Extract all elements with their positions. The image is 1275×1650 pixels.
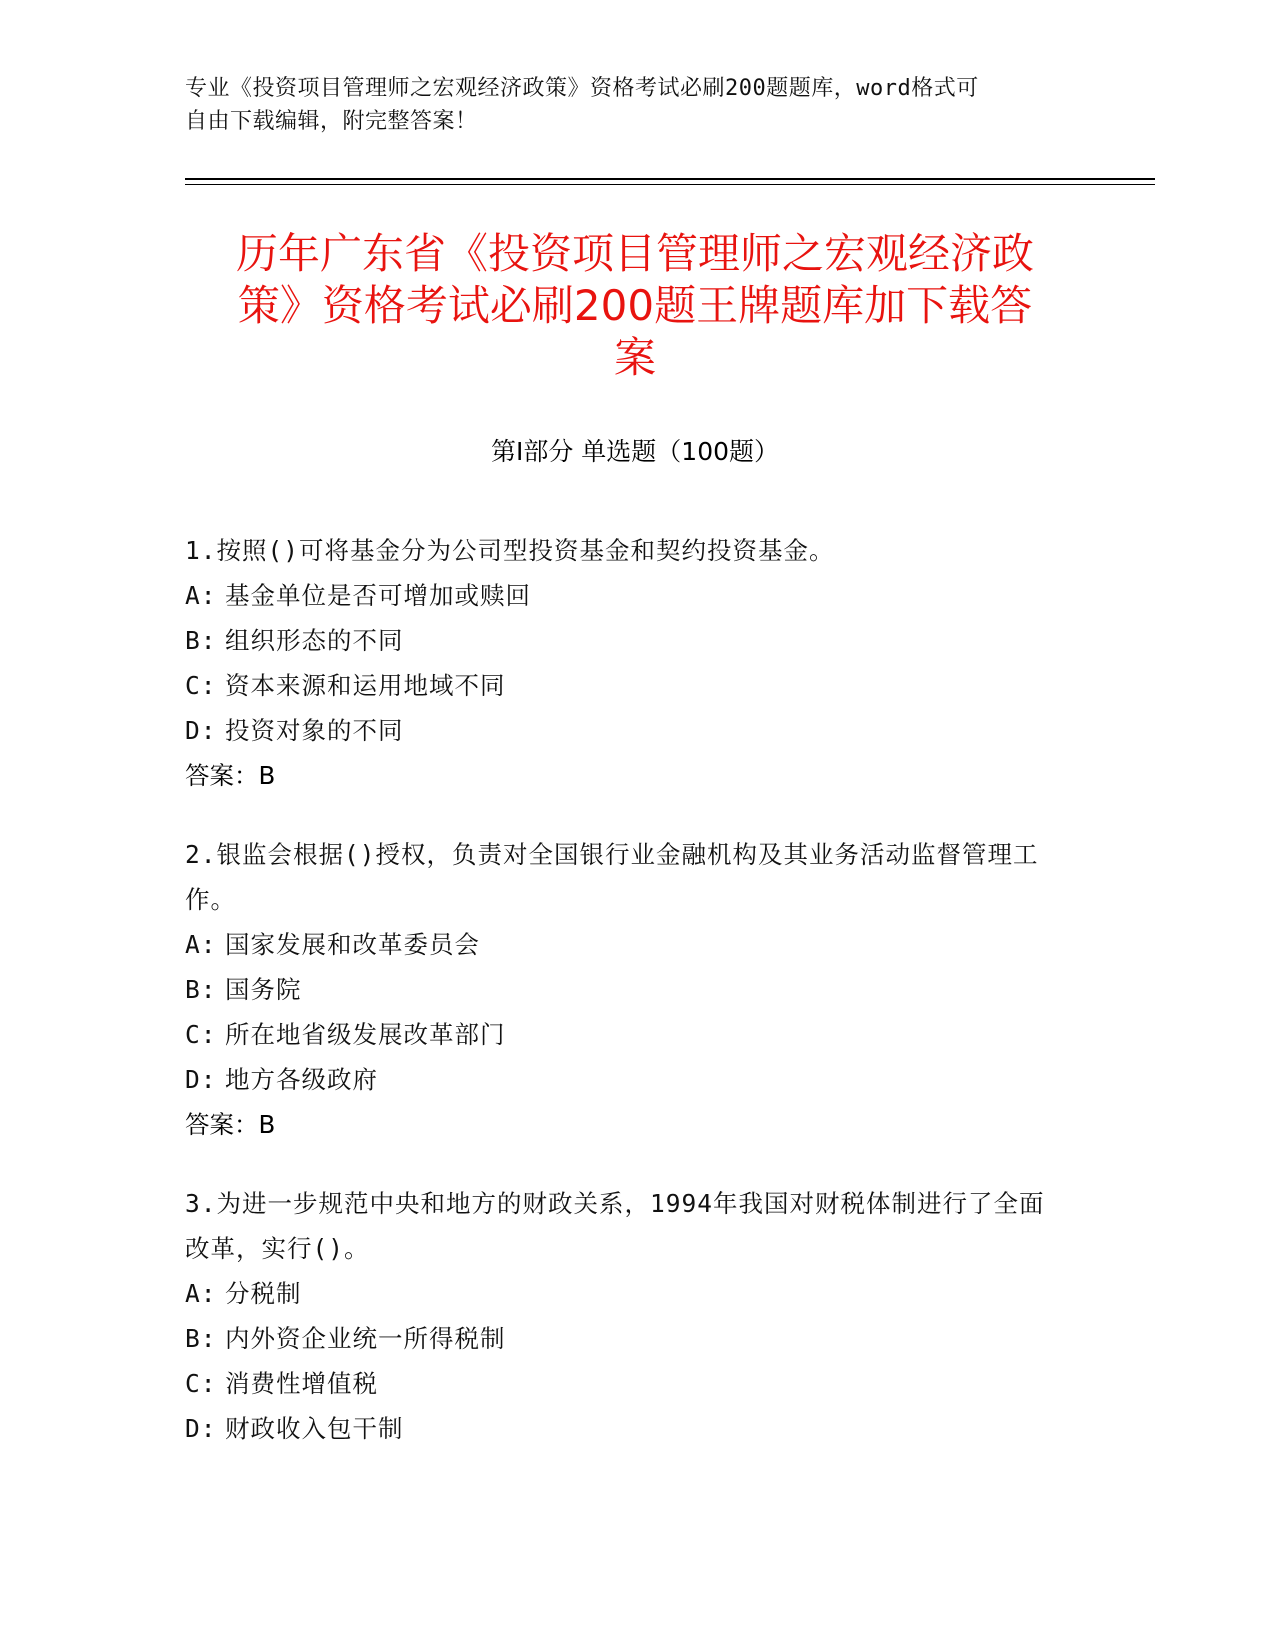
option-d	[185, 1406, 1065, 1451]
header-note-line-1: 专业《投资项目管理师之宏观经济政策》资格考试必刷200题题库，word格式可	[185, 76, 979, 101]
question-stem: 3.为进一步规范中央和地方的财政关系，1994年我国对财税体制进行了全面改革，实行()。	[185, 1189, 1045, 1263]
option-letter: D:	[185, 1065, 217, 1094]
option-d	[185, 1057, 1065, 1102]
option-letter: C:	[185, 1020, 217, 1049]
header-note-line-2: 自由下载编辑，附完整答案！	[185, 109, 478, 134]
option-letter: A:	[185, 1279, 217, 1308]
option-a	[185, 1271, 1065, 1316]
option-c	[185, 1361, 1065, 1406]
question-stem: 2.银监会根据()授权，负责对全国银行业金融机构及其业务活动监督管理工作。	[185, 840, 1039, 914]
option-letter: A:	[185, 581, 217, 610]
option-c	[185, 1012, 1065, 1057]
header-divider-thick	[185, 178, 1155, 180]
option-letter: D:	[185, 716, 217, 745]
question-3	[185, 1181, 1065, 1451]
document-title-line-2: 策》资格考试必刷200题王牌题库加下载答	[237, 281, 1033, 330]
option-text: 投资对象的不同	[225, 716, 404, 745]
section-title: 第Ⅰ部分 单选题（100题）	[490, 437, 780, 466]
option-text: 内外资企业统一所得税制	[225, 1324, 506, 1353]
option-text: 地方各级政府	[225, 1065, 378, 1094]
document-title-line-3: 案	[613, 333, 656, 382]
option-a	[185, 922, 1065, 967]
option-text: 财政收入包干制	[225, 1414, 404, 1443]
option-letter: B:	[185, 626, 217, 655]
option-b	[185, 618, 1065, 663]
header-note	[185, 72, 1065, 138]
option-text: 国家发展和改革委员会	[225, 930, 480, 959]
option-b	[185, 967, 1065, 1012]
document-title	[185, 228, 1085, 384]
option-letter: B:	[185, 1324, 217, 1353]
option-text: 资本来源和运用地域不同	[225, 671, 506, 700]
option-text: 基金单位是否可增加或赎回	[225, 581, 531, 610]
document-title-line-1: 历年广东省《投资项目管理师之宏观经济政	[235, 229, 1034, 278]
header-divider-thin	[185, 184, 1155, 185]
option-letter: D:	[185, 1414, 217, 1443]
question-stem: 1.按照()可将基金分为公司型投资基金和契约投资基金。	[185, 536, 835, 565]
option-a	[185, 573, 1065, 618]
option-letter: C:	[185, 1369, 217, 1398]
option-c	[185, 663, 1065, 708]
question-2	[185, 832, 1065, 1147]
option-d	[185, 708, 1065, 753]
option-letter: B:	[185, 975, 217, 1004]
answer: 答案：B	[185, 1110, 276, 1139]
option-letter: A:	[185, 930, 217, 959]
option-text: 组织形态的不同	[225, 626, 404, 655]
option-text: 分税制	[225, 1279, 302, 1308]
answer: 答案：B	[185, 761, 276, 790]
question-list	[185, 528, 1065, 1485]
option-b	[185, 1316, 1065, 1361]
question-1	[185, 528, 1065, 798]
option-letter: C:	[185, 671, 217, 700]
option-text: 国务院	[225, 975, 302, 1004]
option-text: 消费性增值税	[225, 1369, 378, 1398]
option-text: 所在地省级发展改革部门	[225, 1020, 506, 1049]
